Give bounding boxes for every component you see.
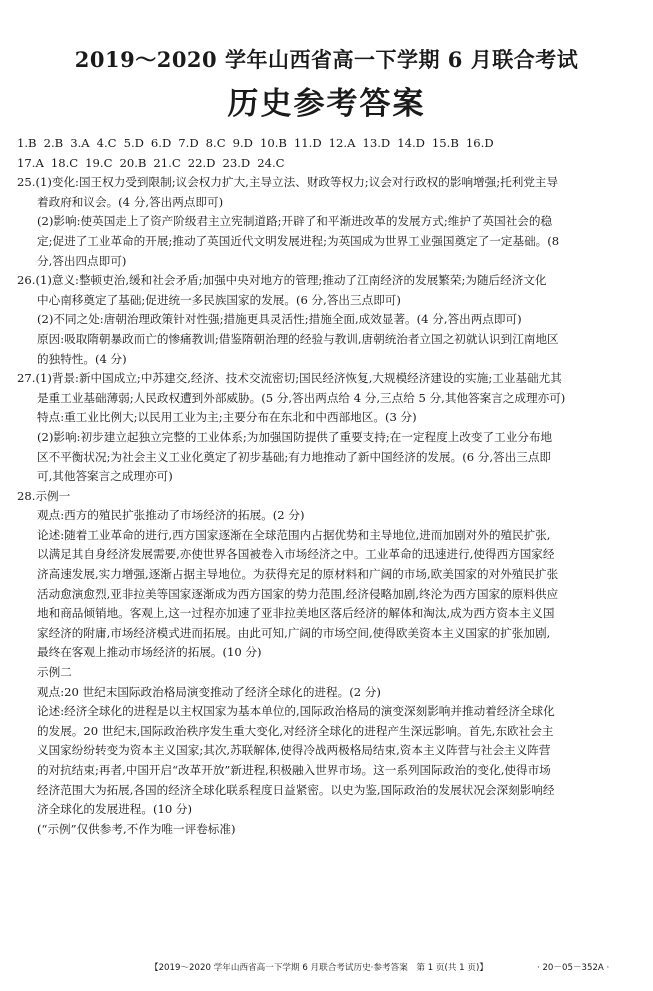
q27-background-line-1: 27.(1)背景:新中国成立;中苏建交,经济、技术交流密切;国民经济恢复,大规模经济建设的实施;工业基础尤其 xyxy=(17,371,562,386)
choice-answer: 8.C xyxy=(205,136,226,150)
q28-example-1-heading: 28.示例一 xyxy=(17,488,71,503)
q28-example-2-argument-line: 济全球化的发展进程。(10 分) xyxy=(37,802,193,817)
q28-note: (“示例”仅供参考,不作为唯一评卷标准) xyxy=(37,821,236,836)
q25-change-line-1: 25.(1)变化:国王权力受到限制;议会权力扩大,主导立法、财政等权力;议会对行政权的影响增强;托利党主导 xyxy=(17,175,559,190)
q28-example-1-argument-line: 以满足其自身经济发展需要,亦使世界各国被卷入市场经济之中。工业革命的迅速进行,使得西方国家经 xyxy=(37,547,555,562)
q27-impact-line-1: (2)影响:初步建立起独立完整的工业体系;为加强国防提供了重要支持;在一定程度上改变了工业分布地 xyxy=(37,429,553,444)
choice-answer: 22.D xyxy=(187,155,216,170)
q28-example-1-argument-line: 论述:随着工业革命的进行,西方国家逐渐在全球范围内占据优势和主导地位,进而加剧对外的殖民扩张, xyxy=(37,527,551,542)
choice-answer: 21.C xyxy=(153,155,181,170)
q28-example-2-argument-line: 的对抗结束;再者,中国开启“改革开放”新进程,积极融入世界市场。这一系列国际政治的变化,使得市场 xyxy=(37,763,551,777)
document-title: 历史参考答案 xyxy=(227,86,426,122)
q28-example-1-argument-line: 济高速发展,实力增强,逐渐占据主导地位。为获得充足的原材料和广阔的市场,欧美国家的对外殖民扩张 xyxy=(37,567,559,582)
q28-example-1-argument-line: 最终在客观上推动市场经济的拓展。(10 分) xyxy=(37,645,262,660)
choice-answer: 9.D xyxy=(232,136,253,150)
q26-significance-line-1: 26.(1)意义:整顿吏治,缓和社会矛盾;加强中央对地方的管理;推动了江南经济的发展繁荣;为随后经济文化 xyxy=(17,273,547,288)
answer-body xyxy=(17,134,643,839)
choice-answer: 19.C xyxy=(85,155,113,170)
exam-title: 2019～2020 学年山西省高一下学期 6 月联合考试 xyxy=(74,47,579,72)
choice-answer: 7.D xyxy=(178,136,199,150)
choice-answers-row-2 xyxy=(17,154,643,174)
choice-answer: 13.D xyxy=(362,136,391,150)
q28-example-2-argument-line: 的发展。20 世纪末,国际政治秩序发生重大变化,对经济全球化的进程产生深远影响。首先,东欧社会主 xyxy=(37,723,554,738)
q28-example-2-heading: 示例二 xyxy=(37,665,72,680)
choice-answer: 18.C xyxy=(50,155,79,170)
q28-example-1-argument-line: 地和商品倾销地。客观上,这一过程亦加速了亚非拉美地区落后经济的解体和淘汰,成为西方资本主义国 xyxy=(37,606,555,621)
choice-answer: 20.B xyxy=(119,155,147,170)
q28-example-2-argument-line: 论述:经济全球化的进程是以主权国家为基本单位的,国际政治格局的演变深刻影响并推动着经济全球化 xyxy=(37,704,555,719)
q28-example-1-argument-line: 家经济的附庸,市场经济模式进而拓展。由此可知,广阔的市场空间,使得欧美资本主义国家的扩张加剧, xyxy=(37,625,551,640)
choice-answer: 5.D xyxy=(123,136,144,150)
choice-answer: 3.A xyxy=(70,136,90,150)
q28-example-2-argument-line: 经济范围大为拓展,各国的经济全球化联系程度日益紧密。以史为鉴,国际政治的发展状况会深刻影响经 xyxy=(37,782,555,797)
q27-background-line-2: 是重工业基础薄弱;人民政权遭到外部威胁。(5 分,答出两点给 4 分,三点给 5 分,其他答案言之成理亦可) xyxy=(37,390,566,405)
choice-answer: 16.D xyxy=(465,136,494,150)
q28-example-2-viewpoint: 观点:20 世纪末国际政治格局演变推动了经济全球化的进程。(2 分) xyxy=(37,684,381,699)
choice-answer: 6.D xyxy=(150,136,172,150)
q28-example-1-argument-line: 活动愈演愈烈,亚非拉美等国家逐渐成为西方国家的势力范围,经济侵略加剧,终沦为西方国家的原料供应 xyxy=(37,586,559,601)
choice-answer: 24.C xyxy=(257,155,285,170)
choice-answer: 11.D xyxy=(293,136,322,150)
q26-reason-line-2: 的独特性。(4 分) xyxy=(37,351,127,366)
choice-answer: 14.D xyxy=(397,136,425,150)
choice-answer: 23.D xyxy=(222,155,251,170)
q25-impact-line-2: 定;促进了工业革命的开展;推动了英国近代文明发展进程;为英国成为世界工业强国奠定了一定基础。(8 xyxy=(37,233,560,248)
footer-text: 【2019～2020 学年山西省高一下学期 6 月联合考试历史·参考答案 第 1 页(共 1 页)】 xyxy=(150,963,488,973)
choice-answer: 15.B xyxy=(431,136,459,150)
choice-answer: 1.B xyxy=(17,136,37,150)
choice-answer: 17.A xyxy=(17,155,44,170)
choice-answers-row-1 xyxy=(17,134,643,154)
q27-feature-line: 特点:重工业比例大;以民用工业为主;主要分布在东北和中西部地区。(3 分) xyxy=(37,410,417,425)
q27-impact-line-2: 区不平衡状况;为社会主义工业化奠定了初步基础;有力地推动了新中国经济的发展。(6 分,答出三点即 xyxy=(37,449,552,464)
q25-change-line-2: 着政府和议会。(4 分,答出两点即可) xyxy=(37,194,224,209)
q25-impact-line-1: (2)影响:使英国走上了资产阶级君主立宪制道路;开辟了和平渐进改革的发展方式;维护了英国社会的稳 xyxy=(37,214,553,229)
choice-answer: 4.C xyxy=(96,136,117,150)
choice-answer: 10.B xyxy=(259,136,287,150)
q28-example-2-argument-line: 义国家纷纷转变为资本主义国家;其次,苏联解体,使得冷战两极格局结束,资本主义阵营与社会主义阵营 xyxy=(37,743,551,758)
footer-code: · 20－05－352A · xyxy=(537,963,610,973)
q25-impact-line-3: 分,答出四点即可) xyxy=(37,253,127,268)
choice-answer: 2.B xyxy=(43,136,64,150)
q26-significance-line-2: 中心南移奠定了基础;促进统一多民族国家的发展。(6 分,答出三点即可) xyxy=(37,292,401,307)
q28-example-1-viewpoint: 观点:西方的殖民扩张推动了市场经济的拓展。(2 分) xyxy=(37,508,305,523)
q26-reason-line-1: 原因:吸取隋朝暴政而亡的惨痛教训;借鉴隋朝治理的经验与教训,唐朝统治者立国之初就认识到江南地区 xyxy=(37,331,559,346)
choice-answer: 12.A xyxy=(328,136,356,150)
q26-difference-line: (2)不同之处:唐朝治理政策针对性强;措施更具灵活性;措施全面,成效显著。(4 分,答出两点即可) xyxy=(37,312,522,327)
q27-impact-line-3: 可,其他答案言之成理亦可) xyxy=(37,469,173,484)
